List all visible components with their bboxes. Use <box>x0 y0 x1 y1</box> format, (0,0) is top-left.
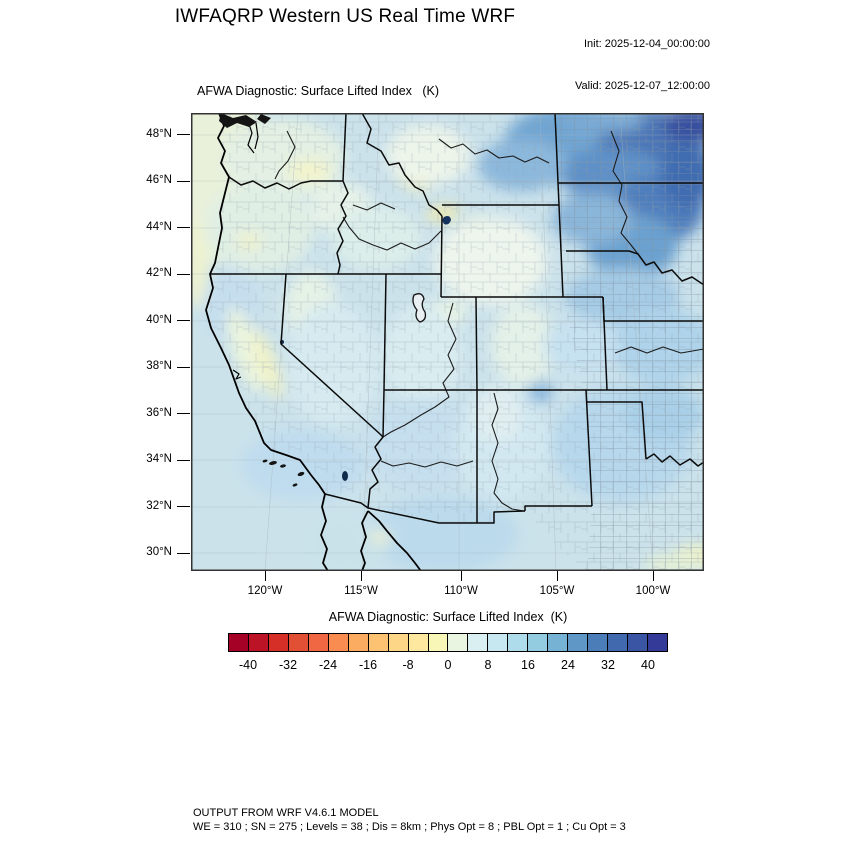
colorbar-cell <box>269 634 289 651</box>
colorbar-cell <box>389 634 409 651</box>
colorbar <box>228 633 668 652</box>
footer-model-line: OUTPUT FROM WRF V4.6.1 MODEL <box>193 807 379 819</box>
footer <box>193 806 626 834</box>
lat-tick <box>177 181 190 182</box>
lon-tick <box>653 571 654 581</box>
salton-sea <box>342 471 348 481</box>
colorbar-cell <box>508 634 528 651</box>
map-title: AFWA Diagnostic: Surface Lifted Index (K) <box>197 84 439 98</box>
lat-tick-label: 46°N <box>146 174 172 186</box>
footer-config-line: WE = 310 ; SN = 275 ; Levels = 38 ; Dis = 8km ; Phys Opt = 8 ; PBL Opt = 1 ; Cu Opt = 3 <box>193 821 626 833</box>
lon-tick-label: 115°W <box>344 585 378 597</box>
colorbar-label: -8 <box>402 658 414 672</box>
colorbar-cell <box>349 634 369 651</box>
init-time-label: Init: 2025-12-04_00:00:00 <box>584 38 710 50</box>
lat-tick-label: 44°N <box>146 221 172 233</box>
colorbar-title: AFWA Diagnostic: Surface Lifted Index (K) <box>328 610 568 624</box>
colorbar-cell <box>548 634 568 651</box>
colorbar-label: 40 <box>641 658 655 672</box>
lat-tick <box>177 320 190 321</box>
colorbar-cell <box>488 634 508 651</box>
lon-tick <box>361 571 362 581</box>
colorbar-cell <box>528 634 548 651</box>
lat-tick <box>177 274 190 275</box>
colorbar-label: -24 <box>318 658 338 672</box>
lat-tick-label: 36°N <box>146 407 172 419</box>
colorbar-label: 16 <box>521 658 535 672</box>
page-title: IWFAQRP Western US Real Time WRF <box>174 6 516 27</box>
colorbar-cell <box>588 634 608 651</box>
lat-tick <box>177 460 190 461</box>
colorbar-cell <box>329 634 349 651</box>
colorbar-cell <box>568 634 588 651</box>
colorbar-cell <box>309 634 329 651</box>
colorbar-cell <box>249 634 269 651</box>
lat-tick <box>177 227 190 228</box>
lat-tick <box>177 413 190 414</box>
colorbar-label: 8 <box>484 658 492 672</box>
colorbar-cell <box>369 634 389 651</box>
lon-tick-label: 120°W <box>247 585 283 597</box>
colorbar-cell <box>409 634 429 651</box>
colorbar-label: -32 <box>278 658 298 672</box>
lat-tick-label: 34°N <box>146 453 172 465</box>
valid-time-label: Valid: 2025-12-07_12:00:00 <box>575 80 710 92</box>
lat-tick-label: 42°N <box>146 267 172 279</box>
colorbar-cell <box>608 634 628 651</box>
colorbar-label: -40 <box>238 658 258 672</box>
colorbar-cell <box>448 634 468 651</box>
run-times <box>490 9 710 107</box>
lat-tick <box>177 506 190 507</box>
colorbar-cell <box>229 634 249 651</box>
lat-tick <box>177 134 190 135</box>
colorbar-cell <box>429 634 449 651</box>
lat-tick <box>177 367 190 368</box>
colorbar-label: 0 <box>444 658 452 672</box>
colorbar-cell <box>648 634 667 651</box>
lon-tick <box>265 571 266 581</box>
colorbar-label: -16 <box>358 658 378 672</box>
lat-tick-label: 48°N <box>146 128 172 140</box>
lat-tick-label: 38°N <box>146 360 172 372</box>
lat-tick-label: 32°N <box>146 500 172 512</box>
colorbar-label: 24 <box>561 658 575 672</box>
lon-tick-label: 105°W <box>539 585 575 597</box>
colorbar-label: 32 <box>601 658 615 672</box>
lat-tick-label: 40°N <box>146 314 172 326</box>
colorbar-cell <box>468 634 488 651</box>
lon-tick <box>461 571 462 581</box>
wrf-map-svg <box>191 113 704 571</box>
lat-tick-label: 30°N <box>146 546 172 558</box>
lon-tick <box>557 571 558 581</box>
lon-tick-label: 110°W <box>444 585 478 597</box>
lat-tick <box>177 553 190 554</box>
map-canvas <box>191 113 704 571</box>
lon-tick-label: 100°W <box>635 585 671 597</box>
colorbar-cell <box>289 634 309 651</box>
colorbar-cell <box>628 634 648 651</box>
